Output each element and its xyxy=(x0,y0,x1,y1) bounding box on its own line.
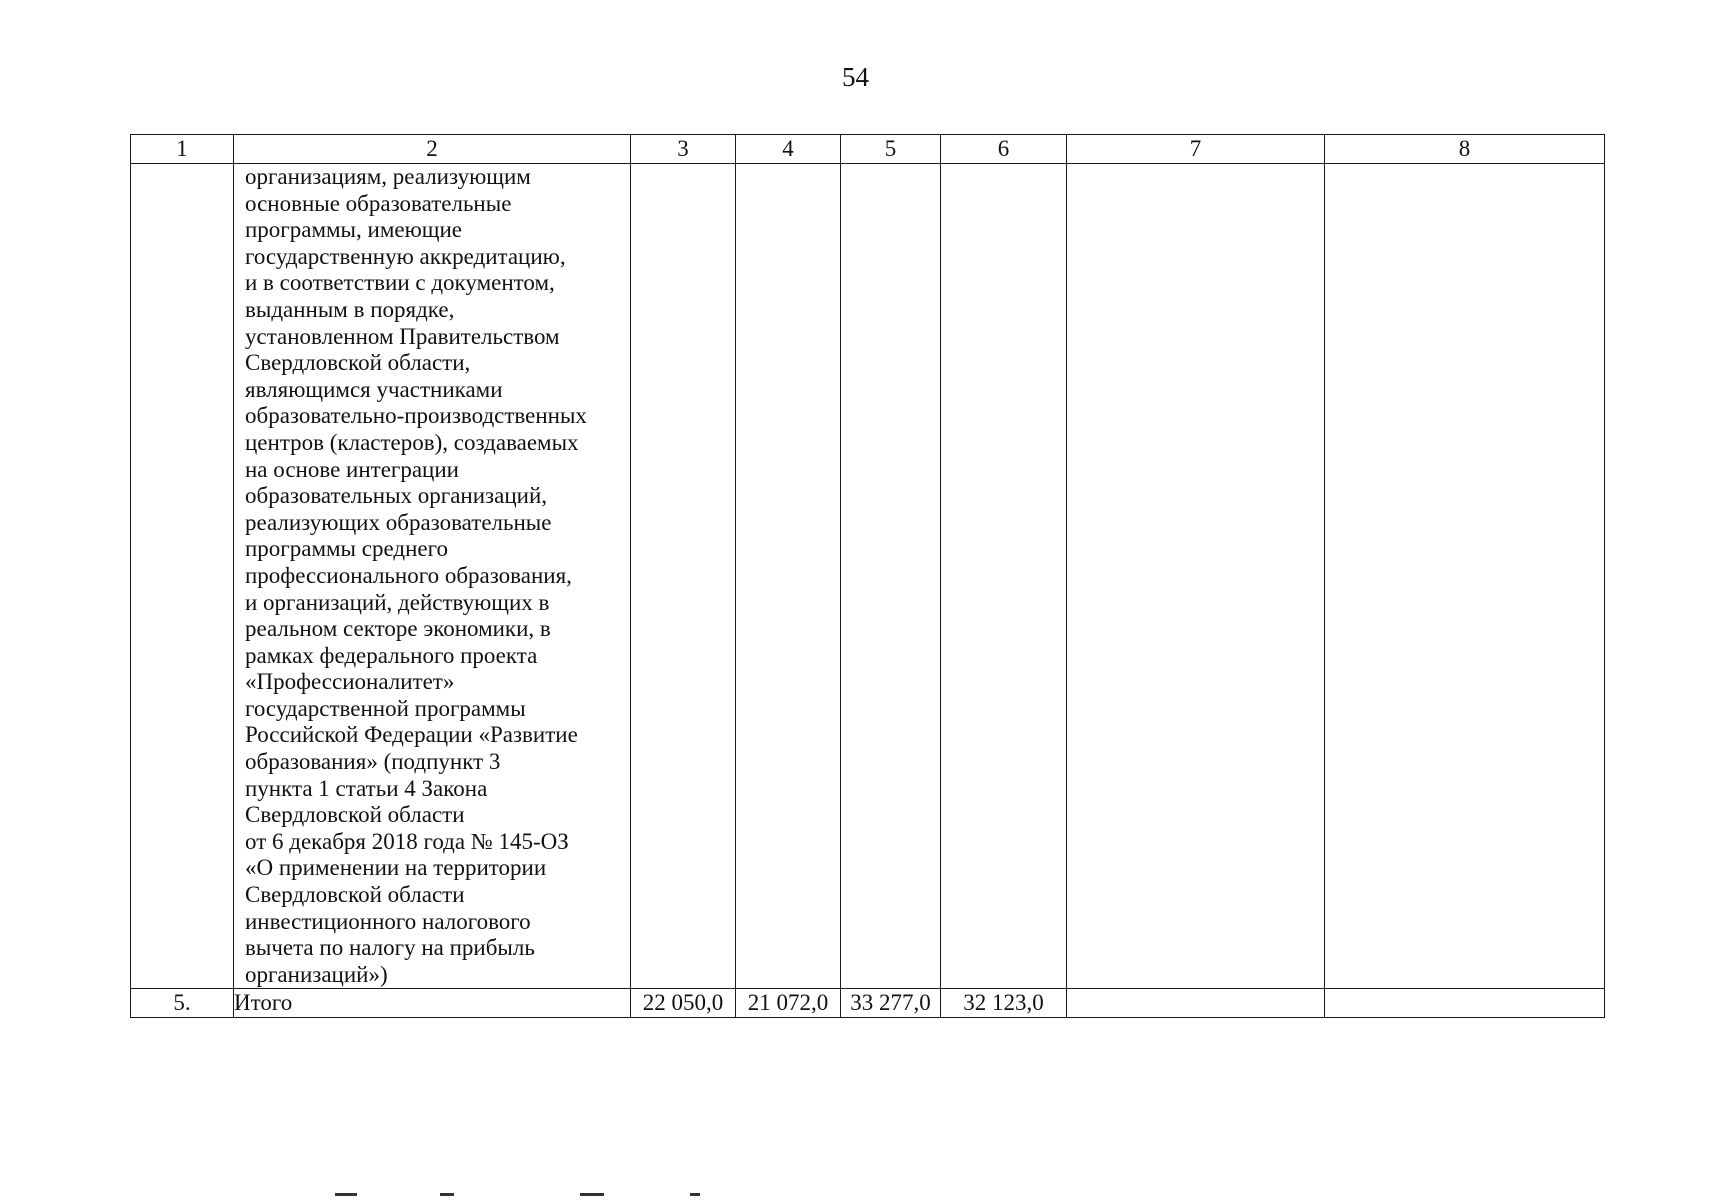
description-line: Российской Федерации «Развитие xyxy=(245,722,578,748)
description-line: Свердловской области xyxy=(245,802,465,828)
description-line: организаций») xyxy=(245,961,388,987)
total-value-4: 21 072,0 xyxy=(736,989,841,1018)
description-line: выданным в порядке, xyxy=(245,296,455,322)
description-line: от 6 декабря 2018 года № 145-ОЗ xyxy=(245,828,569,854)
footer-signature-marks xyxy=(335,1193,715,1197)
table-row xyxy=(131,164,1605,989)
description-line: пункта 1 статьи 4 Закона xyxy=(245,775,488,801)
header-cell-4: 4 xyxy=(736,135,841,164)
total-row xyxy=(131,989,1605,1018)
description-line: установленном Правительством xyxy=(245,323,560,349)
description-line: образования» (подпункт 3 xyxy=(245,749,501,775)
description-text xyxy=(234,164,630,988)
total-value-5: 33 277,0 xyxy=(841,989,941,1018)
header-cell-1: 1 xyxy=(131,135,234,164)
description-line: программы, имеющие xyxy=(245,217,462,243)
description-line: реальном секторе экономики, в xyxy=(245,616,551,642)
description-line: Свердловской области xyxy=(245,882,465,908)
total-row-label: Итого xyxy=(234,989,631,1018)
description-line: государственную аккредитацию, xyxy=(245,243,566,269)
value-cell-8 xyxy=(1325,164,1605,989)
description-line: центров (кластеров), создаваемых xyxy=(245,429,579,455)
description-line: основные образовательные xyxy=(245,190,512,216)
description-line: программы среднего xyxy=(245,536,448,562)
value-cell-7 xyxy=(1067,164,1325,989)
description-cell xyxy=(234,164,631,989)
description-line: инвестиционного налогового xyxy=(245,908,531,934)
header-cell-6: 6 xyxy=(941,135,1067,164)
description-line: и в соответствии с документом, xyxy=(245,270,555,296)
description-line: государственной программы xyxy=(245,695,526,721)
description-line: образовательно-производственных xyxy=(245,403,587,429)
description-line: вычета по налогу на прибыль xyxy=(245,935,535,961)
header-cell-3: 3 xyxy=(631,135,736,164)
header-cell-5: 5 xyxy=(841,135,941,164)
page-number: 54 xyxy=(842,62,869,92)
description-line: образовательных организаций, xyxy=(245,483,547,509)
description-line: на основе интеграции xyxy=(245,456,459,482)
header-cell-8: 8 xyxy=(1325,135,1605,164)
description-line: и организаций, действующих в xyxy=(245,589,550,615)
header-cell-2: 2 xyxy=(234,135,631,164)
value-cell-4 xyxy=(736,164,841,989)
value-cell-6 xyxy=(941,164,1067,989)
description-line: являющимся участниками xyxy=(245,376,503,402)
total-value-7 xyxy=(1067,989,1325,1018)
value-cell-5 xyxy=(841,164,941,989)
description-line: рамках федерального проекта xyxy=(245,642,538,668)
header-cell-7: 7 xyxy=(1067,135,1325,164)
description-line: «Профессионалитет» xyxy=(245,669,455,695)
description-line: Свердловской области, xyxy=(245,350,471,376)
value-cell-3 xyxy=(631,164,736,989)
description-line: организациям, реализующим xyxy=(245,164,531,189)
description-line: реализующих образовательные xyxy=(245,509,552,535)
total-value-6: 32 123,0 xyxy=(941,989,1067,1018)
total-value-3: 22 050,0 xyxy=(631,989,736,1018)
row-number-cell xyxy=(131,164,234,989)
description-line: профессионального образования, xyxy=(245,562,572,588)
total-row-number: 5. xyxy=(131,989,234,1018)
description-line: «О применении на территории xyxy=(245,855,547,881)
header-row xyxy=(131,135,1605,164)
data-table xyxy=(130,134,1605,1018)
total-value-8 xyxy=(1325,989,1605,1018)
